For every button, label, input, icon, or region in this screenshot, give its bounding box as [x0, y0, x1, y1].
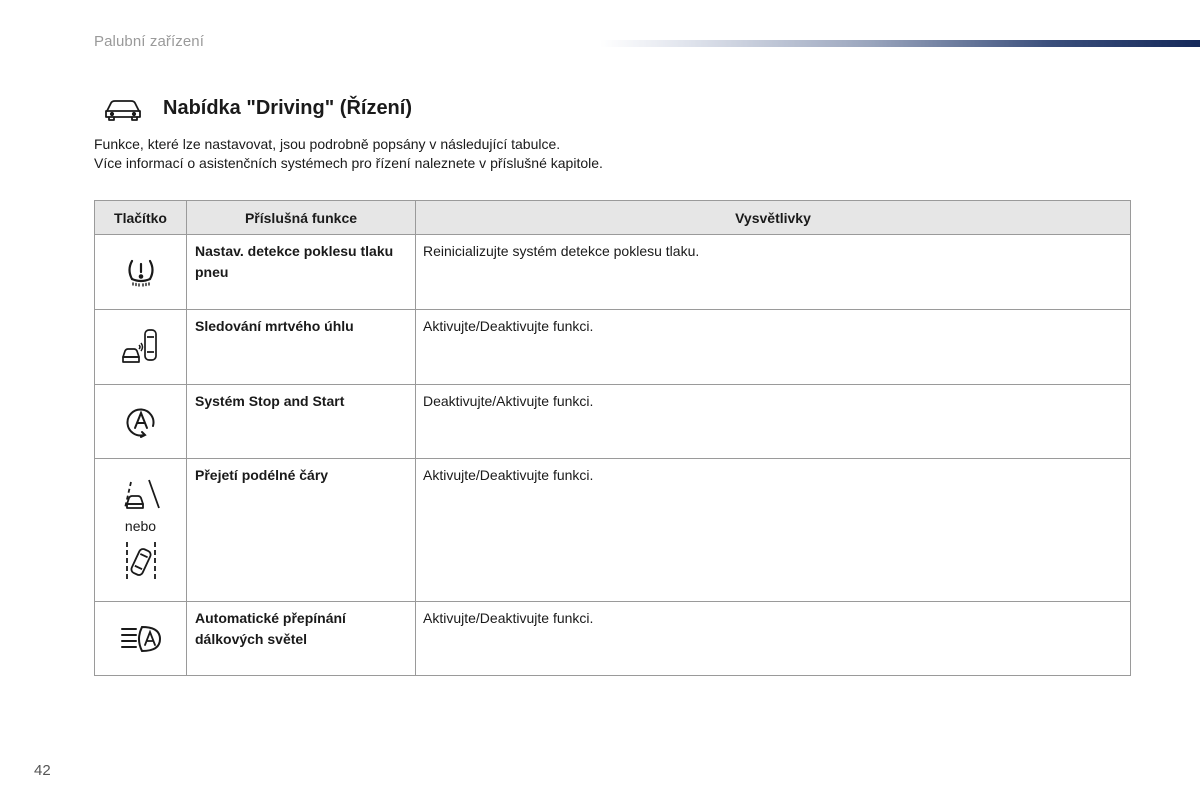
tire-pressure-warning-icon[interactable] [125, 257, 157, 287]
intro-text [94, 135, 603, 173]
column-header-explanation: Vysvětlivky [416, 201, 1131, 235]
function-name: Automatické přepínání dálkových světel [187, 602, 416, 676]
functions-table [94, 200, 1131, 676]
column-header-function: Příslušná funkce [187, 201, 416, 235]
table-row [95, 235, 1131, 310]
icon-cell [95, 602, 187, 676]
section-title: Nabídka "Driving" (Řízení) [163, 97, 412, 119]
blind-spot-monitoring-icon[interactable] [121, 327, 161, 367]
table-row [95, 385, 1131, 459]
function-name: Přejetí podélné čáry [187, 459, 416, 602]
table-row [95, 459, 1131, 602]
lane-departure-alt-icon[interactable] [121, 540, 161, 584]
function-description: Deaktivujte/Aktivujte funkci. [416, 385, 1131, 459]
table-header-row [95, 201, 1131, 235]
lane-departure-icon[interactable] [121, 476, 161, 512]
function-description: Reinicializujte systém detekce poklesu tlaku. [416, 235, 1131, 310]
function-name: Nastav. detekce poklesu tlaku pneu [187, 235, 416, 310]
auto-high-beam-icon[interactable] [120, 624, 162, 654]
icon-cell [95, 235, 187, 310]
intro-line-2: Více informací o asistenčních systémech pro řízení naleznete v příslušné kapitole. [94, 155, 603, 171]
column-header-button: Tlačítko [95, 201, 187, 235]
function-name: Sledování mrtvého úhlu [187, 310, 416, 385]
table-row [95, 602, 1131, 676]
icon-cell [95, 310, 187, 385]
table-row [95, 310, 1131, 385]
page-number: 42 [34, 762, 51, 779]
section-header-label: Palubní zařízení [94, 33, 204, 50]
icon-cell [95, 385, 187, 459]
icon-cell [95, 459, 187, 602]
header-gradient-bar [600, 40, 1200, 47]
stop-start-icon[interactable] [124, 405, 158, 439]
function-description: Aktivujte/Deaktivujte funkci. [416, 310, 1131, 385]
function-description: Aktivujte/Deaktivujte funkci. [416, 459, 1131, 602]
or-label: nebo [124, 518, 157, 534]
car-icon [104, 96, 142, 122]
function-description: Aktivujte/Deaktivujte funkci. [416, 602, 1131, 676]
function-name: Systém Stop and Start [187, 385, 416, 459]
intro-line-1: Funkce, které lze nastavovat, jsou podrobně popsány v následující tabulce. [94, 136, 561, 152]
